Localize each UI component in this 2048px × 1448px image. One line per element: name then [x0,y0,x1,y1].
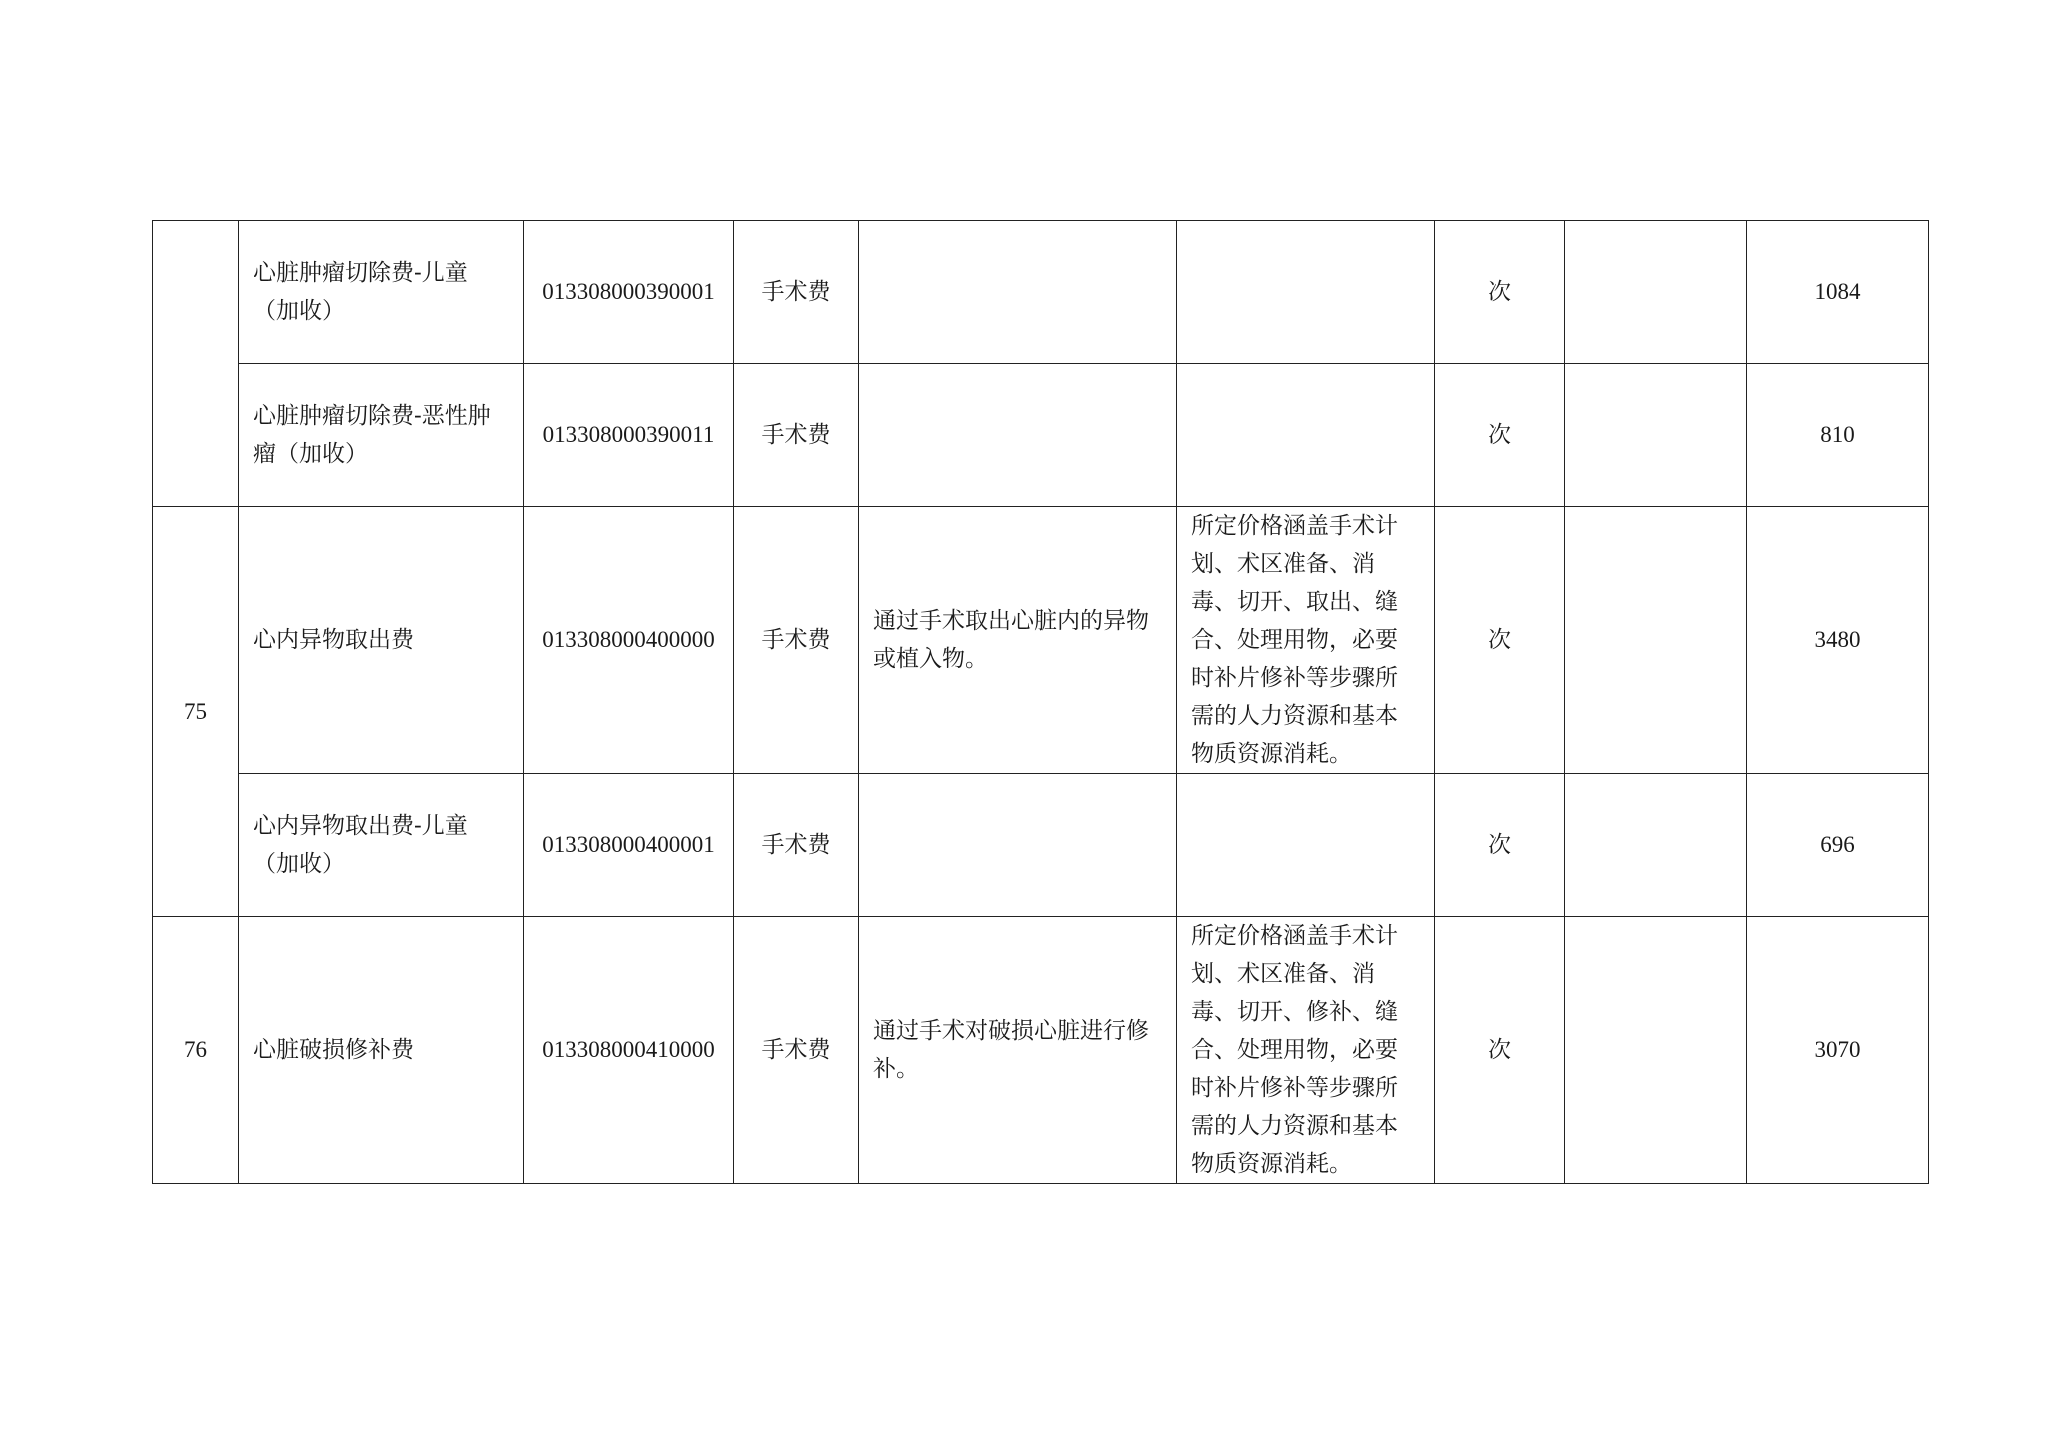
seq-cell: 76 [153,917,239,1184]
name-cell: 心脏肿瘤切除费-儿童（加收） [239,221,524,364]
table-row [153,774,1929,917]
price-cell: 696 [1747,774,1929,917]
content-cell [859,364,1177,507]
extra-cell [1565,221,1747,364]
seq-cell [153,221,239,507]
unit-cell: 次 [1435,221,1565,364]
unit-cell: 次 [1435,507,1565,774]
scope-cell [1177,774,1435,917]
seq-cell: 75 [153,507,239,917]
price-table [152,220,1929,1184]
price-cell: 1084 [1747,221,1929,364]
name-cell: 心内异物取出费 [239,507,524,774]
scope-cell: 所定价格涵盖手术计划、术区准备、消毒、切开、修补、缝合、处理用物，必要时补片修补等步骤所需的人力资源和基本物质资源消耗。 [1177,917,1435,1184]
scope-cell [1177,364,1435,507]
name-cell: 心脏破损修补费 [239,917,524,1184]
unit-cell: 次 [1435,364,1565,507]
category-cell: 手术费 [734,917,859,1184]
category-cell: 手术费 [734,507,859,774]
scope-cell: 所定价格涵盖手术计划、术区准备、消毒、切开、取出、缝合、处理用物，必要时补片修补等步骤所需的人力资源和基本物质资源消耗。 [1177,507,1435,774]
unit-cell: 次 [1435,917,1565,1184]
price-cell: 3070 [1747,917,1929,1184]
content-cell [859,774,1177,917]
category-cell: 手术费 [734,364,859,507]
table-row [153,507,1929,774]
table-row [153,364,1929,507]
code-cell: 013308000390001 [524,221,734,364]
code-cell: 013308000410000 [524,917,734,1184]
scope-cell [1177,221,1435,364]
price-cell: 3480 [1747,507,1929,774]
extra-cell [1565,917,1747,1184]
code-cell: 013308000390011 [524,364,734,507]
name-cell: 心脏肿瘤切除费-恶性肿瘤（加收） [239,364,524,507]
extra-cell [1565,774,1747,917]
content-cell: 通过手术取出心脏内的异物或植入物。 [859,507,1177,774]
category-cell: 手术费 [734,774,859,917]
table-row [153,917,1929,1184]
extra-cell [1565,364,1747,507]
content-cell [859,221,1177,364]
unit-cell: 次 [1435,774,1565,917]
code-cell: 013308000400000 [524,507,734,774]
price-cell: 810 [1747,364,1929,507]
table-row [153,221,1929,364]
category-cell: 手术费 [734,221,859,364]
name-cell: 心内异物取出费-儿童（加收） [239,774,524,917]
extra-cell [1565,507,1747,774]
content-cell: 通过手术对破损心脏进行修补。 [859,917,1177,1184]
code-cell: 013308000400001 [524,774,734,917]
